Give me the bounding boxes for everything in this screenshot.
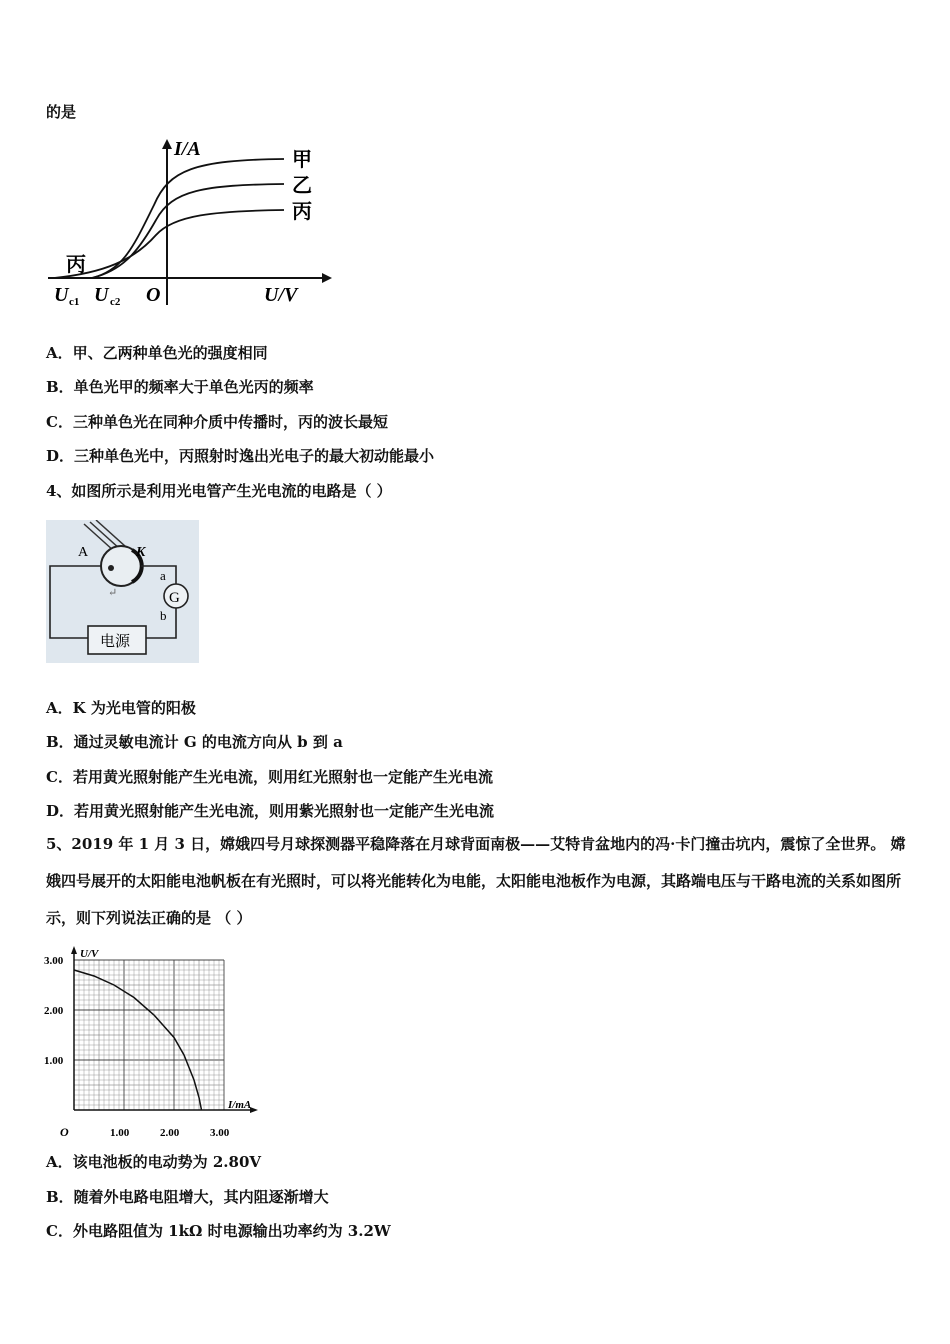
wire-right-top — [141, 566, 176, 584]
q4-option-b: B．通过灵敏电流计 G 的电流方向从 b 到 a — [46, 733, 343, 751]
galvanometer-label: G — [169, 590, 180, 606]
terminal-b-label: b — [160, 608, 167, 623]
curve-label-yi: 乙 — [292, 175, 312, 197]
q4-option-c: C．若用黄光照射能产生光电流，则用红光照射也一定能产生光电流 — [46, 768, 493, 786]
intro-fragment: 的是 — [46, 103, 77, 121]
x-axis-label: U/V — [264, 284, 298, 306]
y-tick-label: 3.00 — [44, 955, 64, 967]
anode-label: A — [78, 545, 89, 560]
solar-ui-chart — [40, 942, 280, 1142]
return-mark: ↵ — [108, 587, 118, 599]
uc2-label: U — [94, 284, 109, 306]
x-tick-label: 1.00 — [110, 1127, 130, 1139]
x-tick-label: 2.00 — [160, 1127, 180, 1139]
chart-origin: O — [60, 1125, 69, 1139]
q3-option-b: B．单色光甲的频率大于单色光丙的频率 — [46, 378, 314, 396]
q5-stem: 5、2019 年 1 月 3 日，嫦娥四号月球探测器平稳降落在月球背面南极——艾特肯盆地内的冯·卡门撞击坑内，震惊了全世界。 嫦娥四号展开的太阳能电池帆板在有光照时，可以将光能转化为电能，太阳能电池板作为电源，其路端电压与干路电流的关系如图所示，则下列说法正确的是 （ ） — [46, 835, 906, 927]
cathode-label: K — [136, 545, 146, 560]
q4-stem: 4、如图所示是利用光电管产生光电流的电路是（ ） — [46, 482, 392, 500]
power-source-label: 电源 — [100, 634, 131, 650]
bottom-curve-label: 丙 — [66, 254, 86, 276]
x-tick-label: 3.00 — [210, 1127, 230, 1139]
photoelectric-iv-graph — [44, 135, 334, 310]
origin-label: O — [146, 284, 161, 306]
curve-yi — [92, 184, 284, 278]
chart-y-label: U/V — [80, 948, 99, 960]
chart-grid — [74, 960, 224, 1110]
y-axis-label: I/A — [174, 138, 201, 160]
uc1-subscript: c1 — [69, 296, 80, 308]
q3-option-d: D．三种单色光中，丙照射时逸出光电子的最大初动能最小 — [46, 447, 435, 465]
y-tick-label: 1.00 — [44, 1055, 64, 1067]
curve-label-jia: 甲 — [292, 149, 312, 171]
q4-option-d: D．若用黄光照射能产生光电流，则用紫光照射也一定能产生光电流 — [46, 802, 495, 820]
phototube-circuit — [46, 520, 199, 663]
terminal-a-label: a — [160, 568, 166, 583]
chart-x-label: I/mA — [228, 1099, 252, 1111]
q3-option-a: A．甲、乙两种单色光的强度相同 — [46, 344, 268, 362]
curve-bing — [54, 210, 284, 278]
q5-option-b: B．随着外电路电阻增大，其内阻逐渐增大 — [46, 1188, 329, 1206]
anode — [108, 565, 114, 571]
curve-label-bing: 丙 — [292, 201, 312, 223]
y-tick-label: 2.00 — [44, 1005, 64, 1017]
q5-option-c: C．外电路阻值为 1kΩ 时电源输出功率约为 3.2W — [46, 1222, 391, 1240]
q5-option-a: A．该电池板的电动势为 2.80V — [46, 1153, 262, 1171]
q4-option-a: A．K 为光电管的阳极 — [46, 699, 196, 717]
uc1-label: U — [54, 284, 69, 306]
uc2-subscript: c2 — [110, 296, 121, 308]
q3-option-c: C．三种单色光在同种介质中传播时，丙的波长最短 — [46, 413, 388, 431]
